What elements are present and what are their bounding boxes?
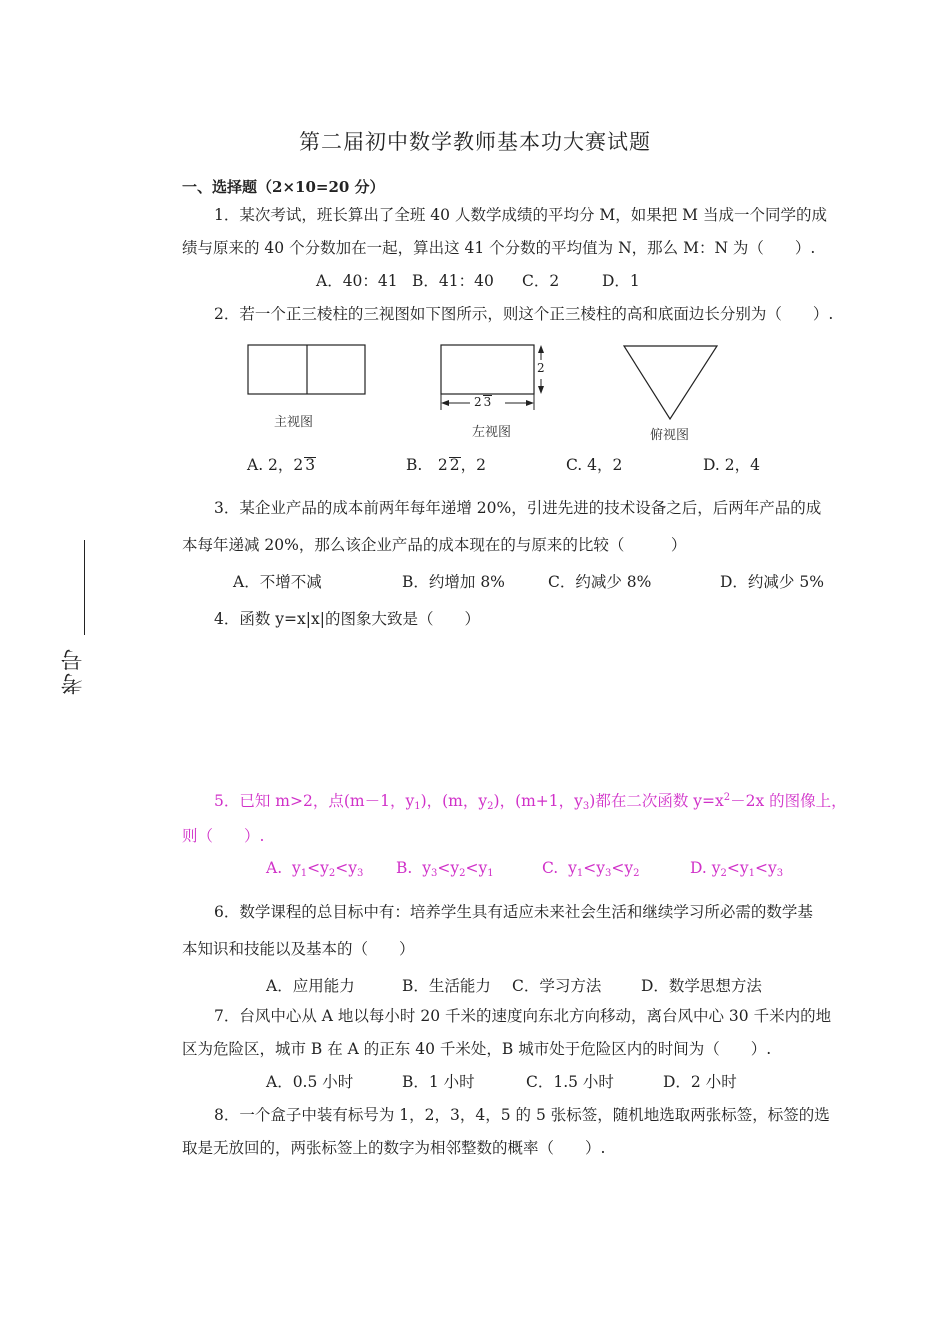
q7-option-b: B．1 小时 [402,1073,475,1091]
q1-option-d: D．1 [602,272,640,290]
q3-line2: 本每年递减 20%，那么该企业产品的成本现在的与原来的比较（ ） [182,536,687,554]
q6-option-a: A．应用能力 [266,977,355,995]
q1-option-c: C．2 [522,272,560,290]
q7-line1: 7．台风中心从 A 地以每小时 20 千米的速度向东北方向移动，离台风中心 30 千米内的地 [214,1007,832,1025]
q7-line2: 区为危险区，城市 B 在 A 的正东 40 千米处，B 城市处于危险区内的时间为（ ）. [182,1040,772,1058]
q3-option-d: D．约减少 5% [720,573,824,591]
q2-option-c: C. 4，2 [566,456,623,474]
caption-side-view: 左视图 [472,425,512,440]
front-view-shape [248,345,365,394]
q5-option-d: D. $y_2<y_1<y_3$ [690,859,784,879]
side-view-shape [441,345,544,410]
q5-line2: 则（ ）. [182,827,265,845]
q7-option-c: C．1.5 小时 [526,1073,614,1091]
section-heading-multiple-choice: 一、选择题（2×10=20 分） [182,178,385,196]
exam-number-field [58,540,98,710]
top-view-shape [624,346,717,419]
q5-option-a: A. $y_1<y_2<y_3$ [266,859,364,879]
q2-option-b: B. 2 2，2 [406,456,486,474]
q1-option-a: A．40：41 [316,272,398,290]
q6-line1: 6．数学课程的总目标中有：培养学生具有适应未来社会生活和继续学习所必需的数学基 [214,903,813,921]
height-dimension-label: 2 [537,361,545,375]
q1-line1: 1．某次考试，班长算出了全班 40 人数学成绩的平均分 M，如果把 M 当成一个同学的成 [214,206,827,224]
q3-option-c: C．约减少 8% [548,573,652,591]
q8-line1: 8．一个盒子中装有标号为 1，2，3，4，5 的 5 张标签，随机地选取两张标签，标签的选 [214,1106,830,1124]
caption-front-view: 主视图 [274,415,314,430]
exam-number-label: 考号 [61,647,86,695]
q6-option-b: B．生活能力 [402,977,491,995]
q5-option-b: B. $y_3<y_2<y_1$ [396,859,494,879]
width-dimension-label: 2 3 [474,395,492,409]
q3-option-b: B．约增加 8% [402,573,505,591]
caption-top-view: 俯视图 [650,428,690,443]
q4-line1: 4．函数 y=x|x|的图象大致是（ ） [214,610,480,628]
q6-line2: 本知识和技能以及基本的（ ） [182,940,415,958]
q7-option-d: D．2 小时 [663,1073,737,1091]
three-view-drawing [0,0,950,460]
q3-line1: 3．某企业产品的成本前两年每年递增 20%，引进先进的技术设备之后，后两年产品的成 [214,499,822,517]
q2-option-a: A. 2，2 3 [247,456,316,474]
q8-line2: 取是无放回的，两张标签上的数字为相邻整数的概率（ ）. [182,1139,606,1157]
q1-option-b: B．41：40 [412,272,494,290]
q1-line2: 绩与原来的 40 个分数加在一起，算出这 41 个分数的平均值为 N，那么 M：N 为（ ）. [182,239,816,257]
q6-option-c: C．学习方法 [512,977,602,995]
q2-option-d: D. 2，4 [703,456,760,474]
q5-line1: 5．已知 m>2，点(m－1，$y_1$)，(m，$y_2$)，(m+1，$y_3$)都在二次函数 $y=x^2-2x$ 的图像上， [214,792,847,812]
page-title: 第二届初中数学教师基本功大赛试题 [299,130,651,154]
q6-option-d: D．数学思想方法 [641,977,762,995]
q2-line1: 2．若一个正三棱柱的三视图如下图所示，则这个正三棱柱的高和底面边长分别为（ ）. [214,305,834,323]
q3-option-a: A．不增不减 [233,573,322,591]
q7-option-a: A．0.5 小时 [266,1073,354,1091]
q5-option-c: C. $y_1<y_3<y_2$ [542,859,640,879]
exam-number-underline [84,540,85,635]
